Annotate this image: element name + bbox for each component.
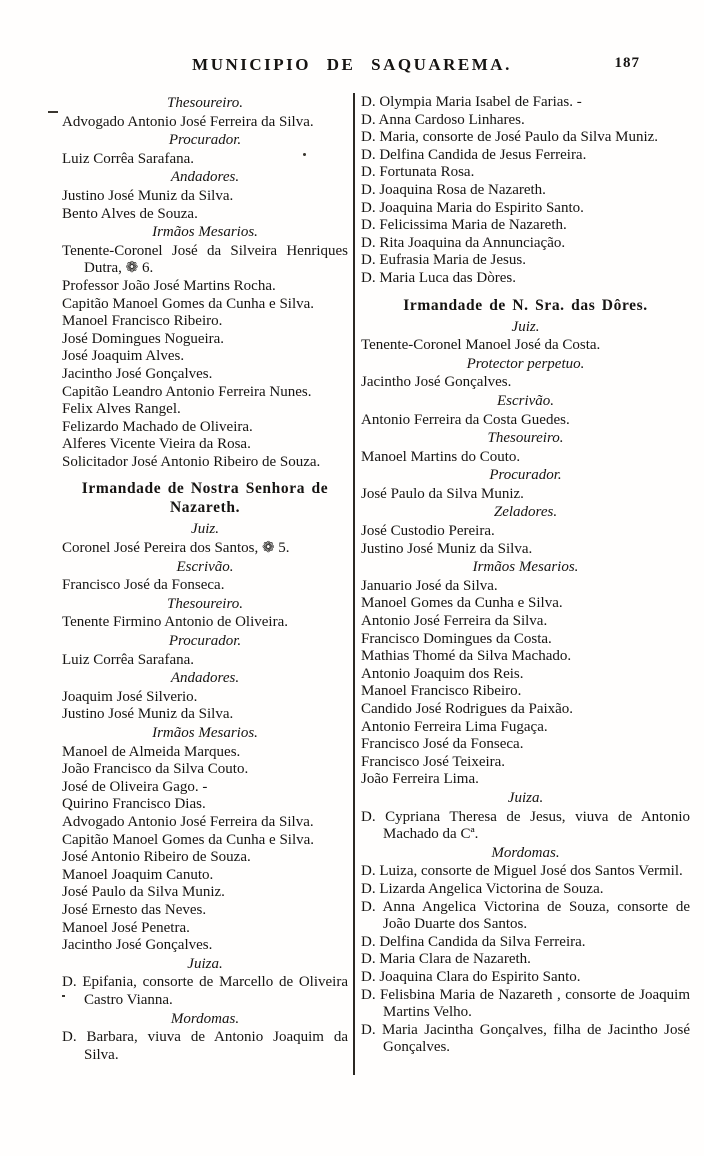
- person-entry: Capitão Manoel Gomes da Cunha e Silva.: [62, 831, 315, 848]
- person-entry: D. Eufrasia Maria de Jesus.: [361, 252, 526, 269]
- person-entry: Francisco José da Fonseca.: [361, 736, 524, 753]
- person-entry: D. Rita Joaquina da Annunciação.: [361, 234, 566, 251]
- person-entry: Manoel Martins do Couto.: [361, 448, 521, 465]
- role-heading: Mordomas.: [170, 1010, 240, 1027]
- person-entry: Manoel José Penetra.: [62, 919, 190, 936]
- person-entry: Jacintho José Gonçalves.: [361, 374, 512, 391]
- running-head: [0, 0, 704, 79]
- person-entry: Candido José Rodrigues da Paixão.: [361, 701, 574, 717]
- left-column: [0, 92, 353, 1064]
- person-entry: Joaquim José Silverio.: [62, 688, 198, 705]
- person-entry: D. Olympia Maria Isabel de Farias. -: [361, 94, 582, 110]
- person-entry: José Joaquim Alves.: [62, 348, 185, 365]
- role-heading: Escrivão.: [176, 558, 234, 575]
- person-entry: D. Anna Cardoso Linhares.: [361, 111, 525, 128]
- person-entry: Antonio Joaquim dos Reis.: [361, 665, 524, 682]
- person-entry: D. Joaquina Maria do Espirito Santo.: [361, 199, 584, 216]
- role-heading: Andadores.: [170, 169, 240, 186]
- person-entry: Felix Alves Rangel.: [62, 401, 181, 418]
- person-entry: Felizardo Machado de Oliveira.: [62, 418, 253, 435]
- person-entry: D. Luiza, consorte de Miguel José dos Santos Vermil.: [361, 863, 683, 880]
- person-entry: Solicitador José Antonio Ribeiro de Souza.: [62, 453, 321, 470]
- page-title: MUNICIPIO DE SAQUAREMA.: [192, 55, 512, 74]
- role-heading: Andadores.: [170, 670, 240, 687]
- role-heading: Protector perpetuo.: [466, 355, 585, 372]
- person-entry: D. Maria, consorte de José Paulo da Silva Muniz.: [361, 129, 659, 146]
- role-heading: Juiza.: [507, 789, 544, 806]
- person-entry: José Paulo da Silva Muniz.: [62, 884, 225, 901]
- role-heading: Thesoureiro.: [167, 95, 243, 111]
- role-heading: Escrivão.: [496, 392, 555, 409]
- person-entry: D. Cypriana Theresa de Jesus, viuva de Antonio Machado da Cª.: [361, 808, 690, 843]
- person-entry: Luiz Corrêa Sarafana.: [62, 150, 195, 167]
- person-entry: Advogado Antonio José Ferreira da Silva.: [62, 813, 314, 830]
- person-entry: Mathias Thomé da Silva Machado.: [361, 648, 572, 665]
- ink-mark: [62, 995, 65, 997]
- role-heading: Procurador.: [168, 633, 242, 650]
- person-entry: Francisco José da Fonseca.: [62, 577, 225, 594]
- person-entry: Justino José Muniz da Silva.: [62, 187, 234, 204]
- person-entry: D. Fortunata Rosa.: [361, 164, 475, 181]
- person-entry: José de Oliveira Gago. -: [62, 778, 208, 795]
- role-heading: Zeladores.: [493, 504, 558, 521]
- role-heading: Juiza.: [187, 955, 223, 972]
- person-entry: Antonio Ferreira da Costa Guedes.: [361, 411, 570, 428]
- role-heading: Thesoureiro.: [487, 430, 564, 447]
- person-entry: Manoel de Almeida Marques.: [62, 743, 241, 760]
- person-entry: Francisco José Teixeira.: [361, 753, 506, 770]
- person-entry: D. Joaquina Clara do Espirito Santo.: [361, 968, 581, 985]
- person-entry: José Domingues Nogueira.: [62, 330, 225, 347]
- person-entry: José Custodio Pereira.: [361, 523, 495, 540]
- person-entry: João Ferreira Lima.: [361, 771, 479, 788]
- person-entry: D. Delfina Candida de Jesus Ferreira.: [361, 146, 587, 163]
- person-entry: D. Maria Luca das Dòres.: [361, 269, 516, 286]
- person-entry: Coronel José Pereira dos Santos, ❁ 5.: [62, 540, 290, 557]
- person-entry: Manoel Francisco Ribeiro.: [361, 683, 522, 700]
- person-entry: D. Felicissima Maria de Nazareth.: [361, 217, 567, 234]
- person-entry: José Ernesto das Neves.: [62, 901, 207, 918]
- person-entry: Capitão Manoel Gomes da Cunha e Silva.: [62, 295, 315, 312]
- ink-mark: [48, 111, 58, 113]
- person-entry: D. Joaquina Rosa de Nazareth.: [361, 181, 546, 198]
- person-entry: Luiz Corrêa Sarafana.: [62, 651, 195, 668]
- ink-mark: [303, 153, 306, 156]
- role-heading: Irmãos Mesarios.: [152, 224, 258, 241]
- person-entry: Advogado Antonio José Ferreira da Silva.: [62, 113, 314, 130]
- role-heading: Irmãos Mesarios.: [152, 725, 258, 741]
- person-entry: Antonio Ferreira Lima Fugaça.: [361, 718, 548, 735]
- person-entry: D. Barbara, viuva de Antonio Joaquim da Silva.: [62, 1029, 348, 1063]
- person-entry: Tenente-Coronel José da Silveira Henriques Dutra, ❁ 6.: [62, 242, 348, 277]
- person-entry: João Francisco da Silva Couto.: [62, 761, 249, 778]
- person-entry: Januario José da Silva.: [361, 577, 498, 594]
- person-entry: Alferes Vicente Vieira da Rosa.: [62, 436, 251, 453]
- role-heading: Irmãos Mesarios.: [472, 559, 579, 576]
- person-entry: Bento Alves de Souza.: [62, 205, 198, 222]
- person-entry: D. Maria Jacintha Gonçalves, filha de Jacintho José Gonçalves.: [361, 1021, 690, 1056]
- person-entry: Quirino Francisco Dias.: [62, 796, 206, 813]
- role-heading: Mordomas.: [491, 844, 560, 861]
- person-entry: D. Lizarda Angelica Victorina de Souza.: [361, 880, 604, 897]
- person-entry: Manoel Joaquim Canuto.: [62, 866, 214, 883]
- person-entry: Antonio José Ferreira da Silva.: [361, 613, 548, 630]
- role-heading: Procurador.: [489, 467, 562, 484]
- person-entry: D. Maria Clara de Nazareth.: [361, 951, 531, 968]
- person-entry: D. Felisbina Maria de Nazareth , consorte de Joaquim Martins Velho.: [361, 986, 690, 1021]
- person-entry: D. Delfina Candida da Silva Ferreira.: [361, 933, 586, 950]
- person-entry: Manoel Gomes da Cunha e Silva.: [361, 595, 563, 612]
- person-entry: D. Anna Angelica Victorina de Souza, consorte de João Duarte dos Santos.: [361, 898, 690, 933]
- person-entry: Francisco Domingues da Costa.: [361, 630, 552, 647]
- role-heading: Thesoureiro.: [167, 595, 243, 612]
- section-heading: Irmandade de N. Sra. das Dôres.: [403, 296, 648, 314]
- role-heading: Procurador.: [168, 132, 242, 149]
- person-entry: D. Epifania, consorte de Marcello de Oliveira Castro Vianna.: [62, 974, 348, 1008]
- column-divider-rule: [353, 93, 355, 1075]
- page-number: 187: [614, 55, 640, 71]
- person-entry: Jacintho José Gonçalves.: [62, 365, 213, 382]
- role-heading: Juiz.: [191, 521, 219, 538]
- section-heading: Irmandade de Nostra Senhora de Nazareth.: [81, 480, 329, 517]
- role-heading: Juiz.: [511, 318, 540, 335]
- right-column: [353, 92, 704, 1057]
- person-entry: Capitão Leandro Antonio Ferreira Nunes.: [62, 383, 312, 400]
- person-entry: Tenente Firmino Antonio de Oliveira.: [62, 614, 288, 631]
- person-entry: Justino José Muniz da Silva.: [62, 706, 234, 723]
- person-entry: Professor João José Martins Rocha.: [62, 277, 276, 294]
- person-entry: Jacintho José Gonçalves.: [62, 937, 213, 954]
- person-entry: Tenente-Coronel Manoel José da Costa.: [361, 337, 601, 354]
- two-column-text-block: [0, 92, 704, 1064]
- person-entry: Manoel Francisco Ribeiro.: [62, 313, 223, 330]
- person-entry: José Antonio Ribeiro de Souza.: [62, 849, 251, 866]
- person-entry: José Paulo da Silva Muniz.: [361, 485, 524, 502]
- person-entry: Justino José Muniz da Silva.: [361, 540, 533, 557]
